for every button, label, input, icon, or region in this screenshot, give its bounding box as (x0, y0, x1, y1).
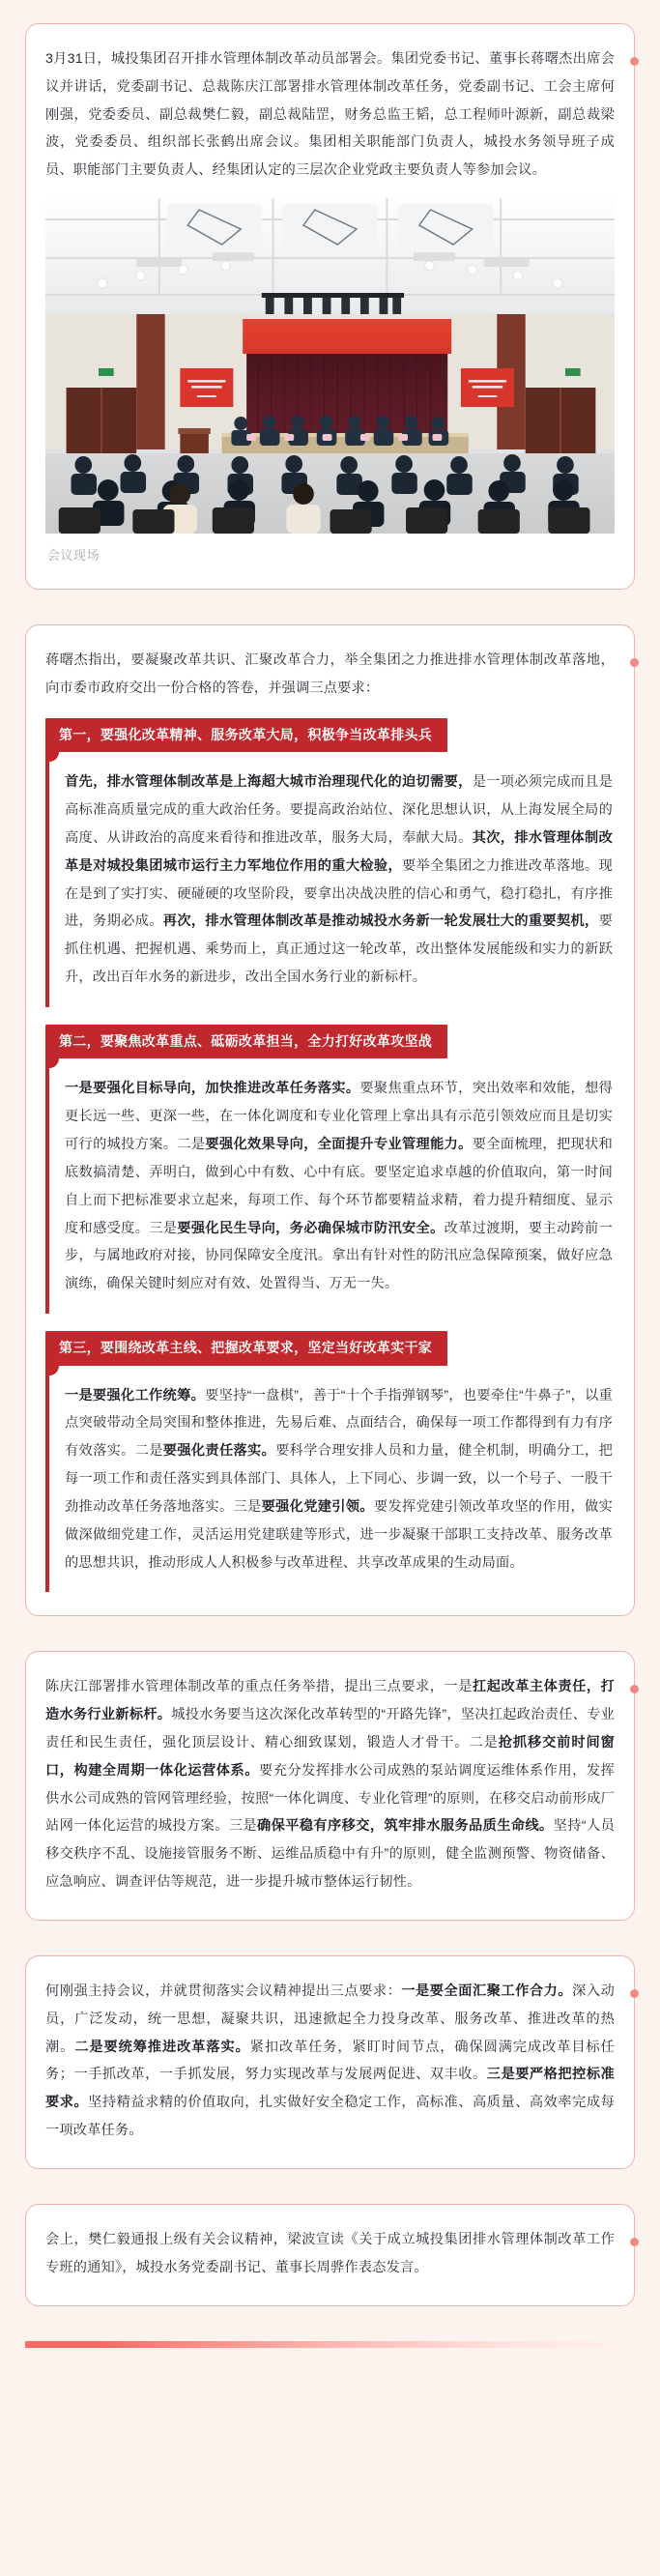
speech-section-3-heading: 第三，要围绕改革主线、把握改革要求，坚定当好改革实干家 (45, 1331, 447, 1366)
deployment-card (25, 1651, 635, 1921)
speech-card (25, 624, 635, 1616)
host-remarks-card (25, 1955, 635, 2169)
rich-paragraph: 一是要强化工作统筹。要坚持“一盘棋”，善于“十个手指弹钢琴”，也要牵住“牛鼻子”，以重点突破带动全局突围和整体推进，先易后难、点面结合，确保每一项工作都得到有力有序有效落实。二是要强化责任落实。要科学合理安排人员和力量，健全机制，明确分工，把每一项工作和责任落实到具体部门、具体人，上下同心、步调一致，以一个号子、一股干劲推动改革任务落地落实。三是要强化党建引领。要发挥党建引领改革攻坚的作用，做实做深做细党建工作，灵活运用党建联建等形式，进一步凝聚干部职工支持改革、服务改革的思想共识，推动形成人人积极参与改革进程、共享改革成果的生动局面。 (65, 1387, 613, 1571)
rich-paragraph: 首先，排水管理体制改革是上海超大城市治理现代化的迫切需要，是一项必须完成而且是高标准高质量完成的重大政治任务。要提高政治站位、深化思想认识，从上海发展全局的高度、从讲政治的高度来看待和推进改革，服务大局，奉献大局。其次，排水管理体制改革是对城投集团城市运行主力军地位作用的重大检验，要举全集团之力推进改革落地。现在是到了实打实、硬碰硬的攻坚阶段，要拿出决战决胜的信心和勇气，稳打稳扎，有序推进，务期必成。再次，排水管理体制改革是推动城投水务新一轮发展壮大的重要契机，要抓住机遇、把握机遇、乘势而上，真正通过这一轮改革，改出整体发展能级和实力的新跃升，改出百年水务的新进步，改出全国水务行业的新标杆。 (65, 774, 613, 986)
speech-section-2-heading: 第二，要聚焦改革重点、砥砺改革担当，全力打好改革攻坚战 (45, 1025, 447, 1059)
intro-paragraph: 3月31日，城投集团召开排水管理体制改革动员部署会。集团党委书记、董事长蒋曙杰出席会议并讲话，党委副书记、总裁陈庆江部署排水管理体制改革任务，党委副书记、工会主席何刚强，党委委员、副总裁樊仁毅，副总裁陆罡，财务总监王韬，总工程师叶源新，副总裁梁波，党委委员、组织部长张鹤出席会议。集团相关职能部门负责人，城投水务领导班子成员、职能部门主要负责人、经集团认定的三层次企业党政主要负责人等参加会议。 (45, 51, 615, 179)
speech-section-3-body (45, 1365, 615, 1593)
rich-paragraph: 陈庆江部署排水管理体制改革的重点任务举措，提出三点要求，一是扛起改革主体责任，打造水务行业新标杆。城投水务要当这次深化改革转型的“开路先锋”，坚决扛起政治责任、专业责任和民生责任，强化顶层设计、精心细致谋划，锻造人才骨干。二是抢抓移交前时间窗口，构建全周期一体化运营体系。要充分发挥排水公司成熟的泵站调度运维体系作用，发挥供水公司成熟的管网管理经验，按照“一体化调度、专业化管理”的原则，在移交启动前形成厂站网一体化运营的城投方案。三是确保平稳有序移交，筑牢排水服务品质生命线。坚持“人员移交秩序不乱、设施接管服务不断、运维品质稳中有升”的原则，健全监测预警、物资储备、应急响应、调查评估等规范，进一步提升城市整体运行韧性。 (45, 1679, 616, 1891)
figure-caption: 会议现场 (47, 548, 100, 564)
speech-section-2-body (45, 1057, 615, 1314)
rich-paragraph: 一是要强化目标导向，加快推进改革任务落实。要聚焦重点环节，突出效率和效能，想得更长远一些、更深一些，在一体化调度和专业化管理上拿出具有示范引领效应而且是切实可行的城投方案。二是要强化效果导向，全面提升专业管理能力。要全面梳理，把现状和底数搞清楚、弄明白，做到心中有数、心中有底。要坚定追求卓越的价值取向，第一时间自上而下把标准要求立起来，每项工作、每个环节都要精益求精，着力提升精细度、显示度和感受度。三是要强化民生导向，务必确保城市防汛安全。改革过渡期，要主动跨前一步，与属地政府对接，协同保障安全度汛。拿出有针对性的防汛应急保障预案，做好应急演练，确保关键时刻应对有效、处置得当、万无一失。 (65, 1081, 613, 1292)
rich-paragraph: 何刚强主持会议，并就贯彻落实会议精神提出三点要求：一是要全面汇聚工作合力。深入动员，广泛发动，统一思想，凝聚共识，迅速掀起全力投身改革、服务改革、推进改革的热潮。二是要统筹推进改革落实。紧扣改革任务，紧盯时间节点，确保圆满完成改革目标任务；一手抓改革，一手抓发展，努力实现改革与发展两促进、双丰收。三是要严格把控标准要求。坚持精益求精的价值取向，扎实做好安全稳定工作，高标准、高质量、高效率完成每一项改革任务。 (45, 1983, 615, 2139)
intro-card (25, 23, 635, 590)
meeting-photo[interactable] (45, 198, 615, 534)
speech-section-1-body (45, 751, 615, 1007)
speech-lead-paragraph: 蒋曙杰指出，要凝聚改革共识、汇聚改革合力，举全集团之力推进排水管理体制改革落地，向市委市政府交出一份合格的答卷，并强调三点要求： (45, 652, 615, 696)
speech-section-1-heading: 第一，要强化改革精神、服务改革大局，积极争当改革排头兵 (45, 718, 447, 753)
speech-section-1 (45, 718, 615, 1007)
closing-card (25, 2204, 635, 2306)
speech-section-2 (45, 1025, 615, 1314)
footer-gradient-rule (25, 2341, 635, 2348)
closing-paragraph: 会上，樊仁毅通报上级有关会议精神，梁波宣读《关于成立城投集团排水管理体制改革工作专班的通知》，城投水务党委副书记、董事长周骅作表态发言。 (45, 2231, 615, 2275)
speech-section-3 (45, 1331, 615, 1592)
meeting-figure (45, 198, 615, 564)
